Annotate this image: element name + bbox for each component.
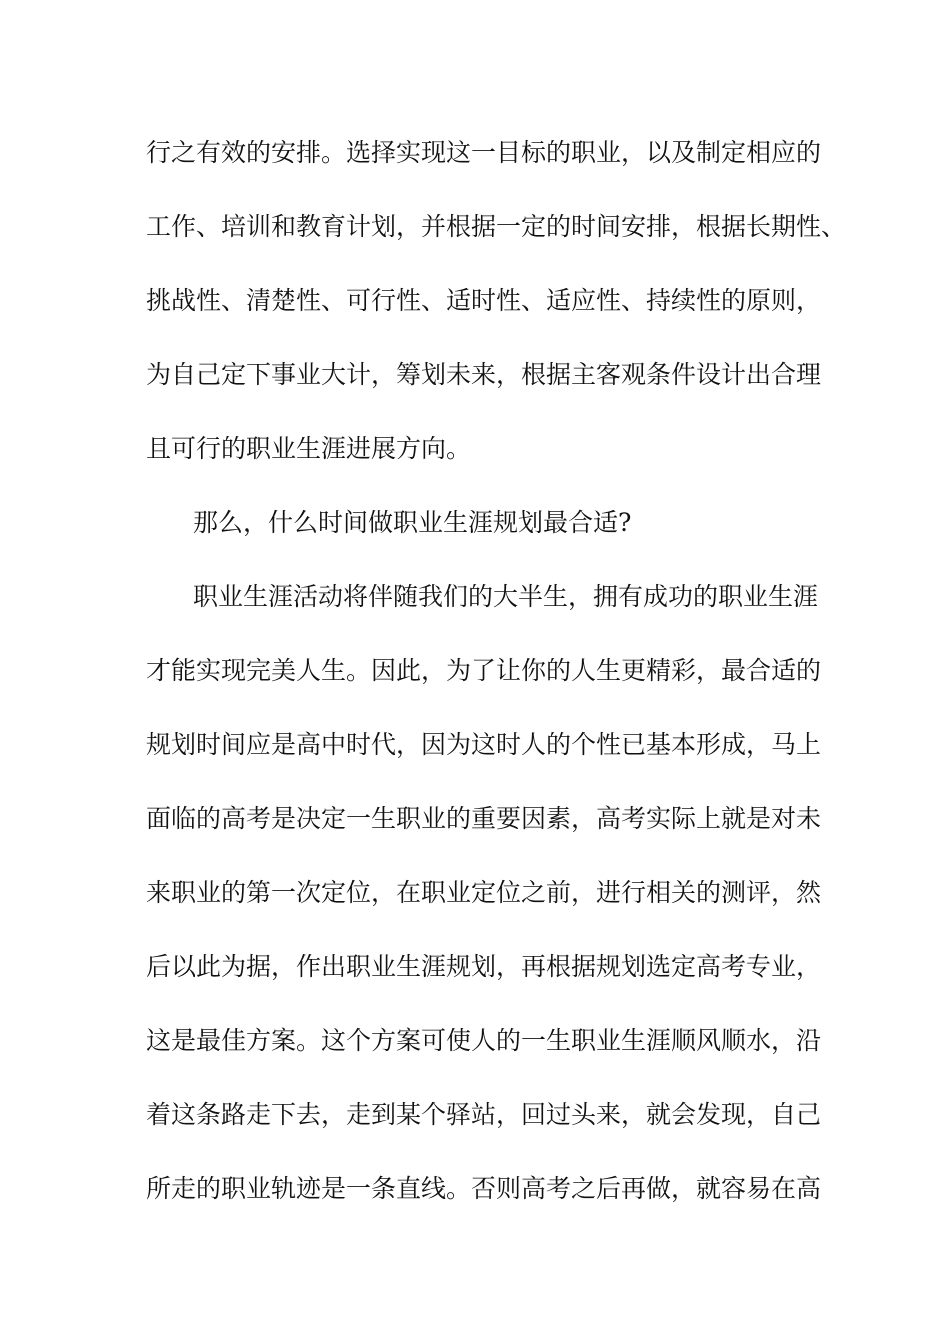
text-line: 挑战性、清楚性、可行性、适时性、适应性、持续性的原则， bbox=[146, 286, 822, 315]
text-line: 着这条路走下去，走到某个驿站，回过头来，就会发现，自己 bbox=[146, 1100, 822, 1129]
text-line: 为自己定下事业大计，筹划未来，根据主客观条件设计出合理 bbox=[146, 360, 822, 389]
text-line: 后以此为据，作出职业生涯规划，再根据规划选定高考专业， bbox=[146, 952, 822, 981]
text-line: 这是最佳方案。这个方案可使人的一生职业生涯顺风顺水，沿 bbox=[146, 1026, 822, 1055]
paragraph-first-line: 职业生涯活动将伴随我们的大半生，拥有成功的职业生涯 bbox=[193, 582, 819, 611]
text-line: 面临的高考是决定一生职业的重要因素，高考实际上就是对未 bbox=[146, 804, 822, 833]
text-line: 且可行的职业生涯进展方向。 bbox=[146, 434, 472, 463]
text-line: 工作、培训和教育计划，并根据一定的时间安排，根据长期性、 bbox=[146, 212, 847, 241]
text-line: 来职业的第一次定位，在职业定位之前，进行相关的测评，然 bbox=[146, 878, 822, 907]
text-line: 行之有效的安排。选择实现这一目标的职业，以及制定相应的 bbox=[146, 138, 822, 167]
text-line: 所走的职业轨迹是一条直线。否则高考之后再做，就容易在高 bbox=[146, 1174, 822, 1203]
text-line: 才能实现完美人生。因此，为了让你的人生更精彩，最合适的 bbox=[146, 656, 822, 685]
text-line: 规划时间应是高中时代，因为这时人的个性已基本形成，马上 bbox=[146, 730, 822, 759]
paragraph-first-line: 那么，什么时间做职业生涯规划最合适? bbox=[193, 508, 632, 537]
